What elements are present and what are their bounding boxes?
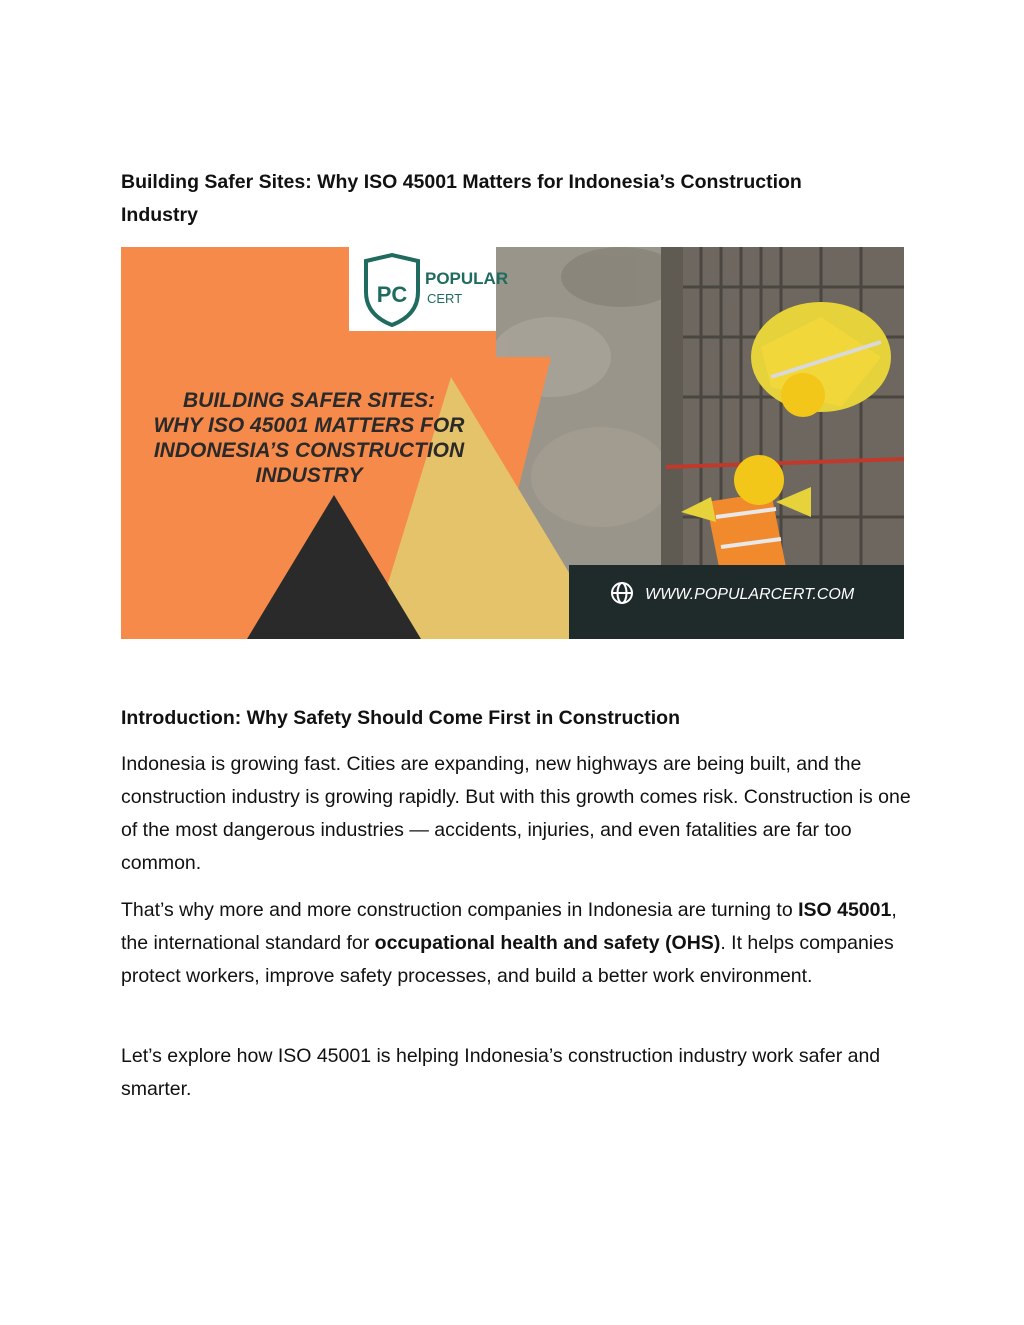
- p2-text-b: , the international standard for: [121, 899, 897, 954]
- page-title: Building Safer Sites: Why ISO 45001 Matters for Indonesia’s Construction Industry: [121, 171, 802, 226]
- section-heading: Introduction: Why Safety Should Come First in Construction: [121, 707, 680, 729]
- ohs-emphasis: occupational health and safety (OHS): [374, 932, 721, 954]
- intro-paragraph-1: Indonesia is growing fast. Cities are expanding, new highways are being built, and the construction industry is growing rapidly. But with this growth comes risk. Construction is one of the most dangerous industries — accidents, injuries, and even fatalities are far too common.: [121, 753, 911, 874]
- p2-text-c: . It helps companies protect workers, improve safety processes, and build a better work environment.: [121, 932, 894, 987]
- intro-paragraph-2: [121, 894, 911, 993]
- svg-text:BUILDING SAFER SITES:: BUILDING SAFER SITES:: [182, 389, 436, 412]
- svg-text:WHY ISO 45001 MATTERS FOR: WHY ISO 45001 MATTERS FOR: [153, 414, 465, 437]
- svg-text:INDUSTRY: INDUSTRY: [255, 464, 363, 487]
- svg-text:INDONESIA’S CONSTRUCTION: INDONESIA’S CONSTRUCTION: [153, 439, 465, 462]
- svg-text:POPULAR: POPULAR: [425, 269, 509, 288]
- iso-45001-emphasis: ISO 45001: [798, 899, 892, 921]
- svg-text:CERT: CERT: [427, 291, 463, 306]
- article-banner-image: [121, 247, 904, 639]
- svg-text:PC: PC: [376, 282, 408, 307]
- p2-text-a: That’s why more and more construction companies in Indonesia are turning to: [121, 899, 799, 921]
- intro-paragraph-3: Let’s explore how ISO 45001 is helping Indonesia’s construction industry work safer and smarter.: [121, 1045, 881, 1100]
- website-url: WWW.POPULARCERT.COM: [645, 586, 855, 603]
